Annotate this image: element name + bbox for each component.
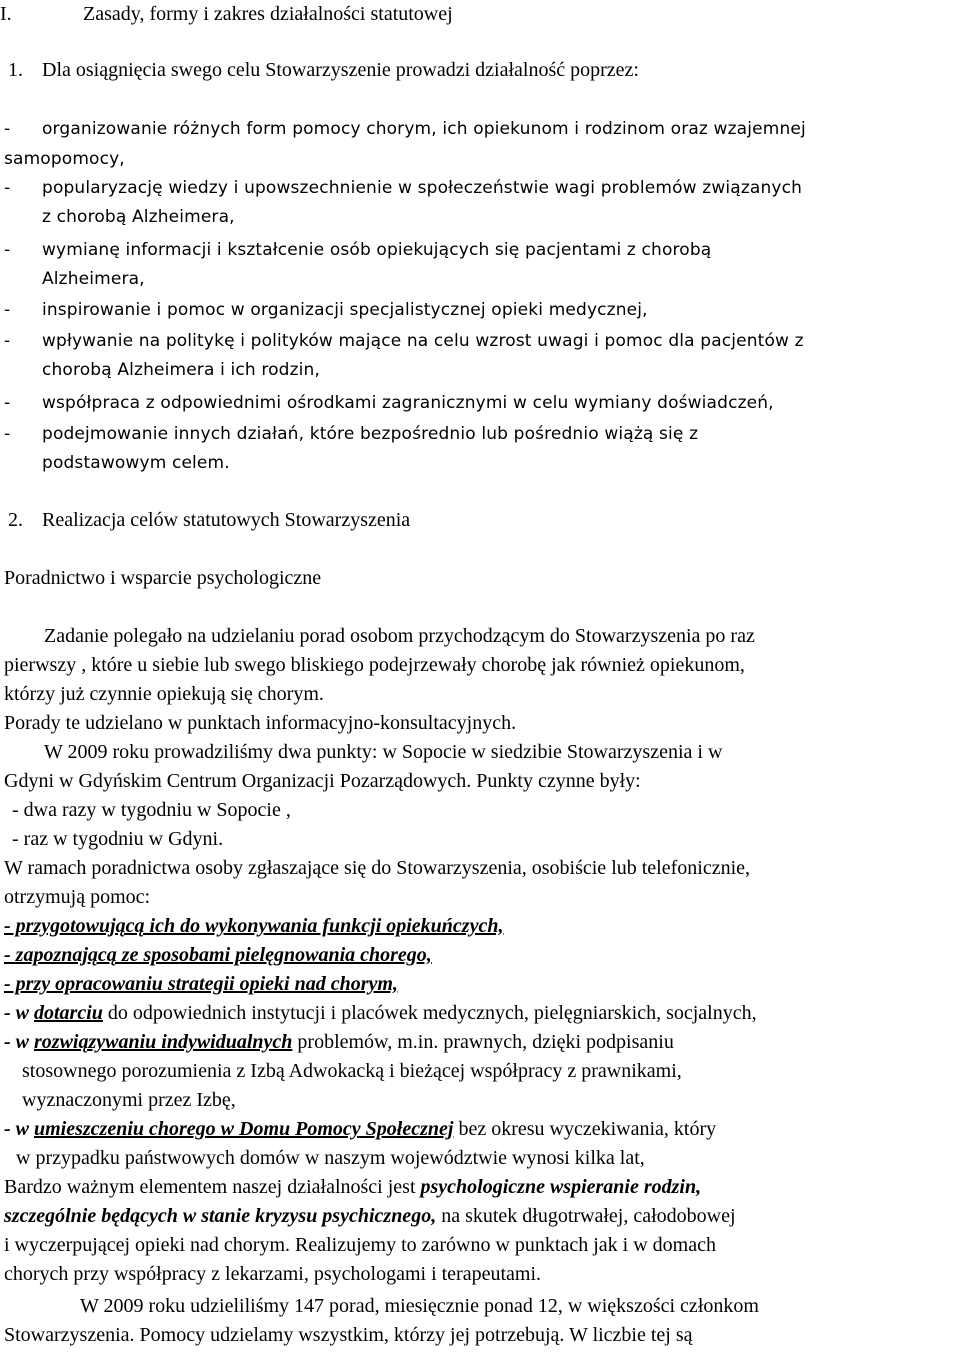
- paragraph-line: Porady te udzielano w punktach informacyjno-konsultacyjnych.: [4, 712, 517, 734]
- list-item-text: wpływanie na politykę i polityków mające na celu wzrost uwagi i pomoc dla pacjentów z: [42, 331, 804, 351]
- item-number-1: 1.: [8, 59, 23, 81]
- help-item: [4, 999, 757, 1027]
- item-heading-1: Dla osiągnięcia swego celu Stowarzyszenie prowadzi działalność poprzez:: [42, 59, 639, 81]
- list-item-continuation: Alzheimera,: [42, 269, 145, 289]
- list-item-text: inspirowanie i pomoc w organizacji specjalistycznej opieki medycznej,: [42, 300, 648, 320]
- paragraph-line: Stowarzyszenia. Pomocy udzielamy wszystkim, którzy jej potrzebują. W liczbie tej są: [4, 1324, 693, 1346]
- paragraph-line: [4, 1202, 736, 1230]
- paragraph-line: którzy już czynnie opiekują się chorym.: [4, 683, 324, 705]
- list-item-dash: -: [4, 240, 11, 260]
- help-item-rest: do odpowiednich instytucji i placówek medycznych, pielęgniarskich, socjalnych,: [102, 1002, 757, 1024]
- list-item-text: popularyzację wiedzy i upowszechnienie w społeczeństwie wagi problemów związanych: [42, 178, 803, 198]
- list-item-continuation: z chorobą Alzheimera,: [42, 207, 235, 227]
- help-item-prefix: - w: [4, 1031, 34, 1053]
- section-number: I.: [0, 3, 12, 25]
- help-item-rest: problemów, m.in. prawnych, dzięki podpisaniu: [292, 1031, 674, 1053]
- paragraph-line: Zadanie polegało na udzielaniu porad osobom przychodzącym do Stowarzyszenia po raz: [44, 625, 755, 647]
- help-item-continuation: w przypadku państwowych domów w naszym województwie wynosi kilka lat,: [16, 1147, 645, 1169]
- list-item-dash: -: [4, 119, 11, 139]
- list-item-continuation: chorobą Alzheimera i ich rodzin,: [42, 360, 321, 380]
- list-item-text: podejmowanie innych działań, które bezpośrednio lub pośrednio wiążą się z: [42, 424, 699, 444]
- paragraph-line: - dwa razy w tygodniu w Sopocie ,: [12, 799, 291, 821]
- closing-text: na skutek długotrwałej, całodobowej: [436, 1205, 736, 1227]
- section-heading: Zasady, formy i zakres działalności statutowej: [83, 3, 453, 25]
- help-item-prefix: - w: [4, 1002, 34, 1024]
- help-item: - przygotowującą ich do wykonywania funkcji opiekuńczych,: [4, 915, 504, 937]
- help-item-emphasis: dotarciu: [34, 1002, 103, 1024]
- help-item-emphasis: umieszczeniu chorego w Domu Pomocy Społecznej: [34, 1118, 454, 1140]
- help-item-continuation: wyznaczonymi przez Izbę,: [22, 1089, 236, 1111]
- paragraph-line: [4, 1173, 701, 1201]
- paragraph-line: pierwszy , które u siebie lub swego bliskiego podejrzewały chorobę jak również opiekunom,: [4, 654, 745, 676]
- list-item-dash: -: [4, 393, 11, 413]
- help-item: [4, 1028, 674, 1056]
- paragraph-line: i wyczerpującej opieki nad chorym. Realizujemy to zarówno w punktach jak i w domach: [4, 1234, 716, 1256]
- help-item-continuation: stosownego porozumienia z Izbą Adwokacką i bieżącej współpracy z prawnikami,: [22, 1060, 682, 1082]
- list-item-dash: -: [4, 424, 11, 444]
- paragraph-line: W 2009 roku prowadziliśmy dwa punkty: w Sopocie w siedzibie Stowarzyszenia i w: [44, 741, 723, 763]
- list-item-text: współpraca z odpowiednimi ośrodkami zagranicznymi w celu wymiany doświadczeń,: [42, 393, 774, 413]
- help-item-rest: bez okresu wyczekiwania, który: [453, 1118, 717, 1140]
- help-item: [4, 1115, 716, 1143]
- help-item-emphasis: rozwiązywaniu indywidualnych: [34, 1031, 293, 1053]
- list-item-dash: -: [4, 300, 11, 320]
- paragraph-line: W 2009 roku udzieliliśmy 147 porad, miesięcznie ponad 12, w większości członkom: [80, 1295, 759, 1317]
- subheading: Poradnictwo i wsparcie psychologiczne: [4, 567, 322, 589]
- paragraph-line: - raz w tygodniu w Gdyni.: [12, 828, 224, 850]
- closing-text: Bardzo ważnym elementem naszej działalności jest: [4, 1176, 421, 1198]
- list-item-text: wymianę informacji i kształcenie osób opiekujących się pacjentami z chorobą: [42, 240, 712, 260]
- help-item: - przy opracowaniu strategii opieki nad chorym,: [4, 973, 398, 995]
- paragraph-line: W ramach poradnictwa osoby zgłaszające się do Stowarzyszenia, osobiście lub telefonicznie,: [4, 857, 751, 879]
- paragraph-line: otrzymują pomoc:: [4, 886, 151, 908]
- help-item: - zapoznającą ze sposobami pielęgnowania chorego,: [4, 944, 432, 966]
- closing-emphasis: szczególnie będących w stanie kryzysu psychicznego,: [4, 1205, 437, 1227]
- paragraph-line: Gdyni w Gdyńskim Centrum Organizacji Pozarządowych. Punkty czynne były:: [4, 770, 641, 792]
- list-item-text: organizowanie różnych form pomocy chorym, ich opiekunom i rodzinom oraz wzajemnej: [42, 119, 806, 139]
- item-heading-2: Realizacja celów statutowych Stowarzyszenia: [42, 509, 411, 531]
- list-item-continuation: podstawowym celem.: [42, 453, 230, 473]
- list-item-continuation: samopomocy,: [4, 149, 125, 169]
- list-item-dash: -: [4, 178, 11, 198]
- closing-emphasis: psychologiczne wspieranie rodzin,: [420, 1176, 702, 1198]
- paragraph-line: chorych przy współpracy z lekarzami, psychologami i terapeutami.: [4, 1263, 542, 1285]
- item-number-2: 2.: [8, 509, 23, 531]
- list-item-dash: -: [4, 331, 11, 351]
- help-item-prefix: - w: [4, 1118, 34, 1140]
